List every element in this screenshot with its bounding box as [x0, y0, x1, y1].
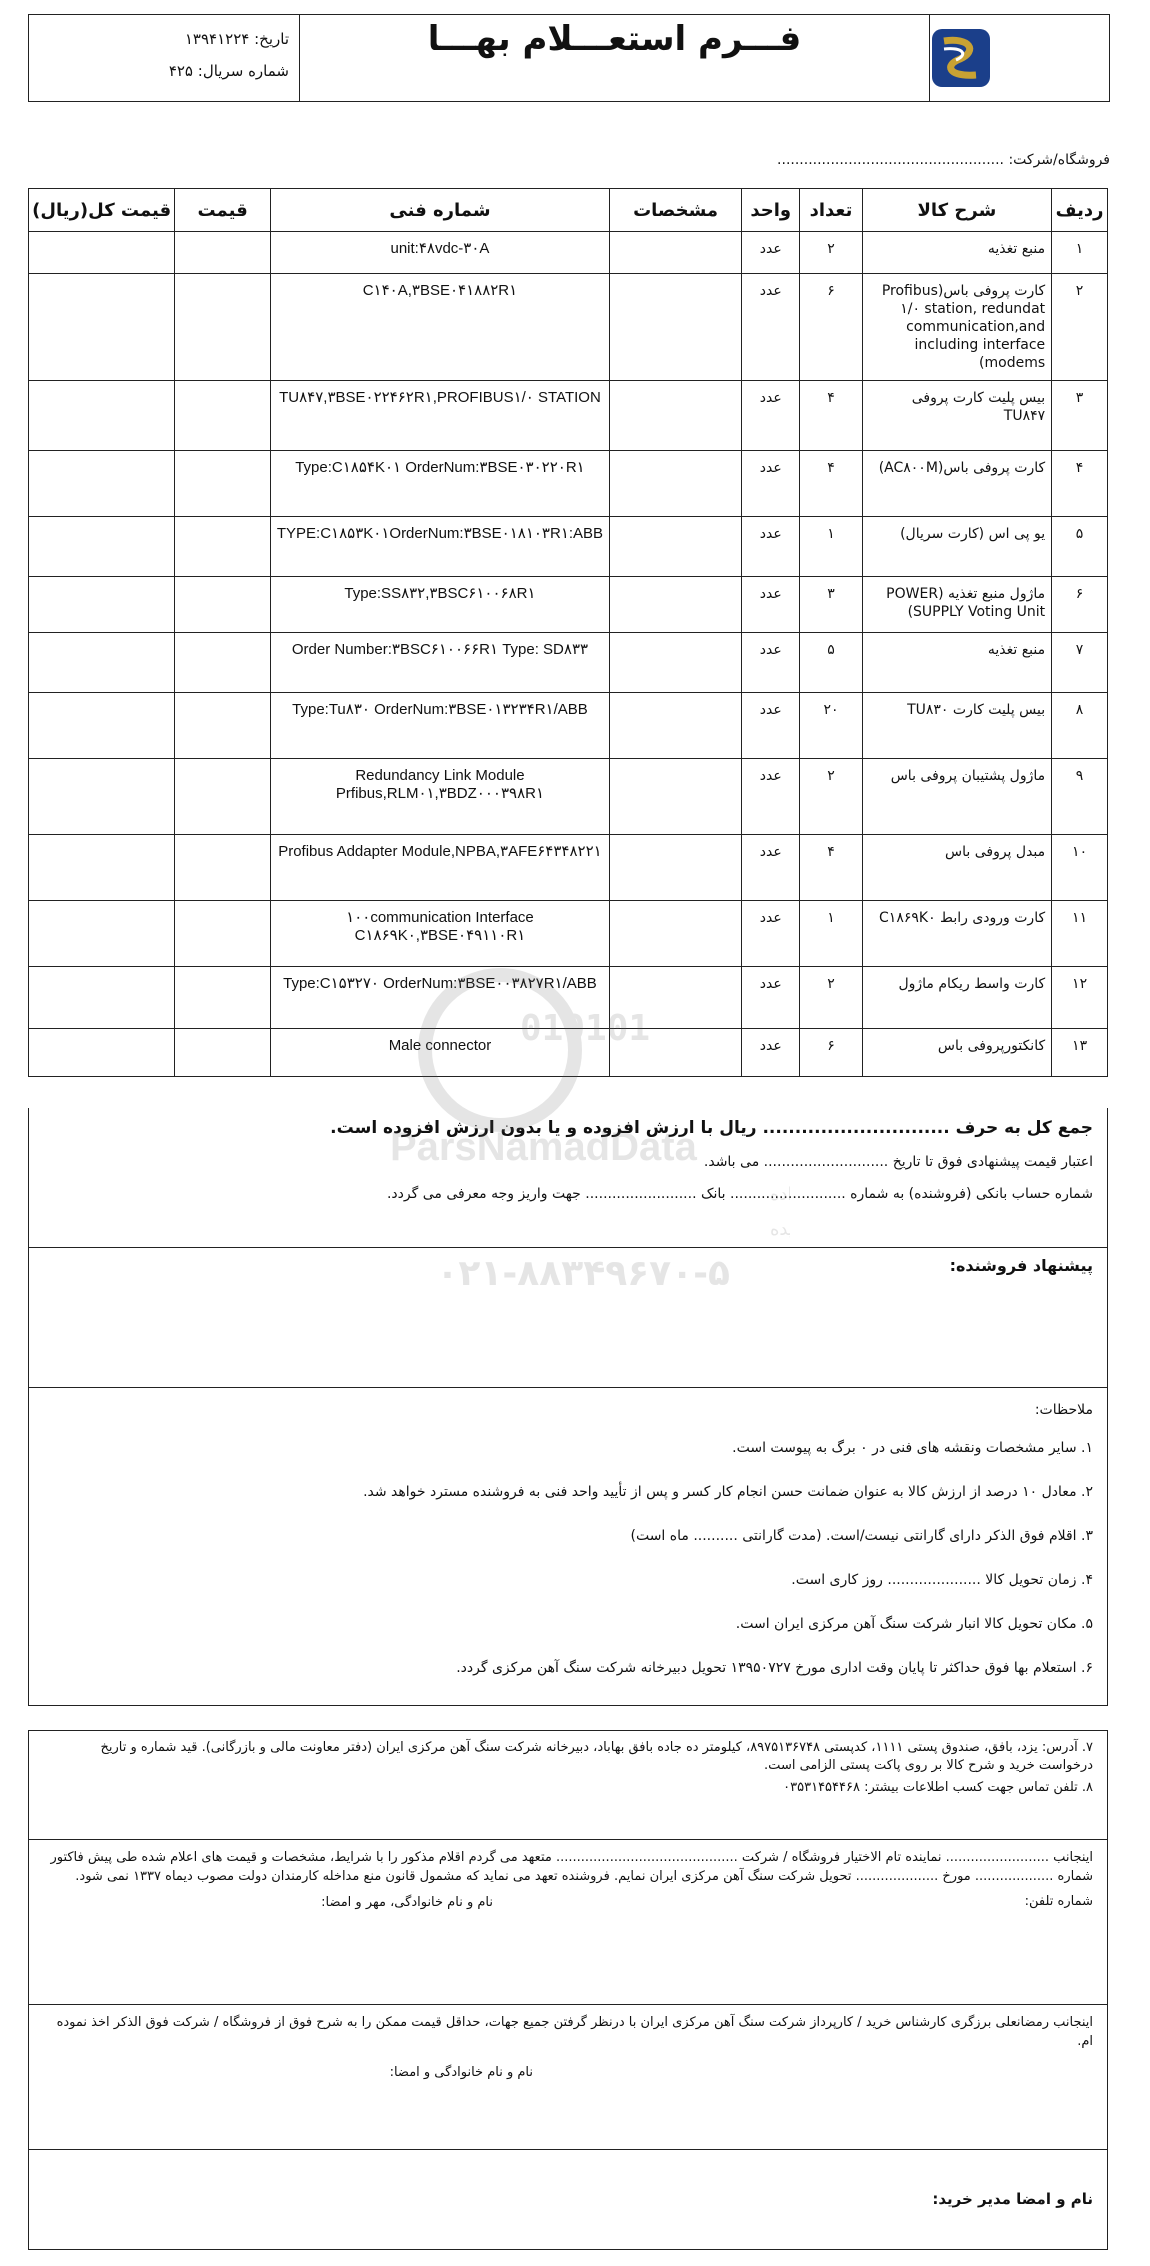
price-cell	[175, 835, 271, 901]
header-meta	[29, 15, 299, 101]
note-item: ۵. مکان تحویل کالا انبار شرکت سنگ آهن مرکزی ایران است.	[735, 1616, 1093, 1632]
quantity-cell: ۲	[800, 232, 862, 274]
address-section	[28, 1730, 1108, 1840]
seller-offer-label: پیشنهاد فروشنده:	[949, 1256, 1093, 1275]
item-description-cell: ماژول پشتیبان پروفی باس	[862, 759, 1051, 835]
col-header-tech: شماره فنی	[270, 189, 609, 232]
row-number-cell: ۸	[1052, 693, 1108, 759]
total-price-cell	[29, 901, 175, 967]
total-price-cell	[29, 232, 175, 274]
note-item: ۴. زمان تحویل کالا ..................... روز کاری است.	[791, 1572, 1093, 1588]
total-price-cell	[29, 835, 175, 901]
unit-cell: عدد	[742, 232, 800, 274]
table-row	[29, 577, 1108, 633]
tech-number-cell: unit:۴۸vdc-۳۰A	[270, 232, 609, 274]
table-row	[29, 274, 1108, 381]
total-price-cell	[29, 517, 175, 577]
spec-cell	[610, 901, 742, 967]
note-item: ۱. سایر مشخصات ونقشه های فنی در ۰ برگ به پیوست است.	[732, 1440, 1093, 1456]
item-description-cell: کارت واسط ریکام ماژول	[862, 967, 1051, 1029]
item-description-cell: یو پی اس (کارت سریال)	[862, 517, 1051, 577]
table-header-row	[29, 189, 1108, 232]
item-description-cell: بیس پلیت کارت TU۸۳۰	[862, 693, 1051, 759]
row-number-cell: ۱۱	[1052, 901, 1108, 967]
total-price-cell	[29, 381, 175, 451]
row-number-cell: ۱۲	[1052, 967, 1108, 1029]
seller-offer-section	[28, 1248, 1108, 1388]
quantity-cell: ۳	[800, 577, 862, 633]
sum-in-words: جمع کل به حرف ............................. ریال با ارزش افزوده و یا بدون ارزش افزوده است.	[330, 1118, 1093, 1138]
unit-cell: عدد	[742, 274, 800, 381]
tech-number-cell: Type:C۱۸۵۴K۰۱ OrderNum:۳BSE۰۳۰۲۲۰R۱	[270, 451, 609, 517]
serial-label: شماره سریال:	[197, 62, 289, 80]
note-item: ۳. اقلام فوق الذکر دارای گارانتی نیست/است. (مدت گارانتی .......... ماه است)	[630, 1528, 1093, 1544]
commitment-text: اینجانب ......................... نماینده تام الاختیار فروشگاه / شرکت ............................................ متعهد می گردم اقلام مذکور را با شرایط، مشخصات و قیمت های اعلام شده طی پیش فاکتور شماره ................... مورخ .................... تحویل شرکت سنگ آهن مرکزی ایران نمایم. فروشنده تعهد می نماید که مشمول قانون منع مداخله کارمندان دولت مصوب دیماه ۱۳۳۷ نمی شود.	[50, 1850, 1093, 1884]
table-row	[29, 1029, 1108, 1077]
tech-number-cell: Profibus Addapter Module,NPBA,۳AFE۶۴۳۴۸۲۲۱	[270, 835, 609, 901]
col-header-qty: تعداد	[800, 189, 862, 232]
serial-value: ۴۲۵	[168, 62, 193, 80]
address-line: ۷. آدرس: یزد، بافق، صندوق پستی ۱۱۱۱، کدپستی ۸۹۷۵۱۳۶۷۴۸، کیلومتر ده جاده بافق بهاباد، دبیرخانه شرکت سنگ آهن مرکزی ایران (دفتر معاونت مالی و بازرگانی). قید شماره و تاریخ درخواست خرید و شرح کالا بر روی پاکت پستی الزامی است.	[100, 1740, 1093, 1773]
row-number-cell: ۶	[1052, 577, 1108, 633]
expert-section	[28, 2005, 1108, 2150]
price-cell	[175, 1029, 271, 1077]
quantity-cell: ۲	[800, 759, 862, 835]
price-cell	[175, 759, 271, 835]
quantity-cell: ۱	[800, 901, 862, 967]
quantity-cell: ۲۰	[800, 693, 862, 759]
tech-number-cell: Type:SS۸۳۲,۳BSC۶۱۰۰۶۸R۱	[270, 577, 609, 633]
unit-cell: عدد	[742, 901, 800, 967]
item-description-cell: بیس پلیت کارت پروفی TU۸۴۷	[862, 381, 1051, 451]
total-price-cell	[29, 967, 175, 1029]
manager-section	[28, 2150, 1108, 2250]
item-description-cell: ماژول منبع تغذیه (POWER SUPPLY Voting Unit)	[862, 577, 1051, 633]
spec-cell	[610, 577, 742, 633]
logo-cell	[929, 15, 1109, 101]
price-cell	[175, 381, 271, 451]
price-cell	[175, 517, 271, 577]
spec-cell	[610, 1029, 742, 1077]
notes-section	[28, 1388, 1108, 1706]
row-number-cell: ۴	[1052, 451, 1108, 517]
col-header-total: قیمت کل(ریال)	[29, 189, 175, 232]
price-cell	[175, 232, 271, 274]
table-row	[29, 693, 1108, 759]
col-header-unit: واحد	[742, 189, 800, 232]
unit-cell: عدد	[742, 759, 800, 835]
manager-signature-label: نام و امضا مدیر خرید:	[932, 2190, 1093, 2208]
unit-cell: عدد	[742, 577, 800, 633]
quantity-cell: ۲	[800, 967, 862, 1029]
unit-cell: عدد	[742, 381, 800, 451]
table-row	[29, 232, 1108, 274]
spec-cell	[610, 967, 742, 1029]
spec-cell	[610, 633, 742, 693]
total-price-cell	[29, 693, 175, 759]
unit-cell: عدد	[742, 967, 800, 1029]
item-description-cell: کارت پروفی باس(Profibus ۱/۰ station, redundat communication,and including interface modems)	[862, 274, 1051, 381]
items-table	[28, 188, 1108, 1077]
row-number-cell: ۹	[1052, 759, 1108, 835]
table-row	[29, 517, 1108, 577]
company-logo-icon	[930, 27, 992, 89]
row-number-cell: ۷	[1052, 633, 1108, 693]
watermark-line2: ده	[770, 1219, 789, 1240]
price-cell	[175, 451, 271, 517]
row-number-cell: ۱۳	[1052, 1029, 1108, 1077]
commitment-section	[28, 1840, 1108, 2005]
watermark-line1: اده	[770, 1184, 790, 1205]
tech-number-cell: ۱۰۰communication Interface C۱۸۶۹K۰,۳BSE۰۴۹۱۱۰R۱	[270, 901, 609, 967]
quantity-cell: ۱	[800, 517, 862, 577]
quantity-cell: ۴	[800, 381, 862, 451]
spec-cell	[610, 451, 742, 517]
item-description-cell: منبع تغذیه	[862, 232, 1051, 274]
notes-title: ملاحظات:	[1034, 1402, 1093, 1418]
tech-number-cell: Redundancy Link Module Prfibus,RLM۰۱,۳BDZ۰۰۰۳۹۸R۱	[270, 759, 609, 835]
watermark-binary: 010101	[520, 1008, 651, 1049]
seller-signature-label: نام و نام خانوادگی، مهر و امضا:	[321, 1895, 493, 1910]
price-cell	[175, 274, 271, 381]
unit-cell: عدد	[742, 693, 800, 759]
shop-company-field: فروشگاه/شرکت: ...................................................	[777, 152, 1110, 168]
price-cell	[175, 967, 271, 1029]
price-cell	[175, 633, 271, 693]
total-price-cell	[29, 577, 175, 633]
tech-number-cell: Order Number:۳BSC۶۱۰۰۶۶R۱ Type: SD۸۳۳	[270, 633, 609, 693]
form-title: فـــرم استعـــلام بهـــا	[299, 15, 929, 101]
form-header	[28, 14, 1110, 102]
unit-cell: عدد	[742, 1029, 800, 1077]
price-cell	[175, 901, 271, 967]
tech-number-cell: TYPE:C۱۸۵۳K۰۱OrderNum:۳BSE۰۱۸۱۰۳R۱:ABB	[270, 517, 609, 577]
table-row	[29, 633, 1108, 693]
tech-number-cell: Type:Tu۸۳۰ OrderNum:۳BSE۰۱۳۲۳۴R۱/ABB	[270, 693, 609, 759]
total-price-cell	[29, 633, 175, 693]
col-header-desc: شرح کالا	[862, 189, 1051, 232]
tech-number-cell: TU۸۴۷,۳BSE۰۲۲۴۶۲R۱,PROFIBUS۱/۰ STATION	[270, 381, 609, 451]
item-description-cell: کارت ورودی رابط C۱۸۶۹K۰	[862, 901, 1051, 967]
note-item: ۶. استعلام بها فوق حداکثر تا پایان وقت اداری مورخ ۱۳۹۵۰۷۲۷ تحویل دبیرخانه شرکت سنگ آهن مرکزی گردد.	[456, 1660, 1093, 1676]
spec-cell	[610, 835, 742, 901]
expert-text: اینجانب رمضانعلی برزگری کارشناس خرید / کارپرداز شرکت سنگ آهن مرکزی ایران با درنظر گرفتن جمیع جهات، حداقل قیمت ممکن را به شرح فوق از فروشگاه / شرکت فوق الذکر اخذ نموده ام.	[56, 2015, 1093, 2049]
row-number-cell: ۲	[1052, 274, 1108, 381]
spec-cell	[610, 759, 742, 835]
tech-number-cell: Type:C۱۵۳۲۷۰ OrderNum:۳BSE۰۰۳۸۲۷R۱/ABB	[270, 967, 609, 1029]
row-number-cell: ۳	[1052, 381, 1108, 451]
total-price-cell	[29, 759, 175, 835]
price-validity: اعتبار قیمت پیشنهادی فوق تا تاریخ ............................ می باشد.	[703, 1154, 1093, 1170]
item-description-cell: مبدل پروفی باس	[862, 835, 1051, 901]
item-description-cell: منبع تغذیه	[862, 633, 1051, 693]
date-value: ۱۳۹۴۱۲۲۴	[184, 30, 250, 48]
unit-cell: عدد	[742, 633, 800, 693]
price-cell	[175, 577, 271, 633]
quantity-cell: ۶	[800, 274, 862, 381]
unit-cell: عدد	[742, 517, 800, 577]
item-description-cell: کانکتورپروفی باس	[862, 1029, 1051, 1077]
quantity-cell: ۴	[800, 835, 862, 901]
totals-section	[28, 1108, 1108, 1248]
tech-number-cell: Male connector	[270, 1029, 609, 1077]
tech-number-cell: C۱۴۰A,۳BSE۰۴۱۸۸۲R۱	[270, 274, 609, 381]
table-row	[29, 381, 1108, 451]
row-number-cell: ۱۰	[1052, 835, 1108, 901]
date-label: تاریخ:	[254, 30, 289, 48]
row-number-cell: ۵	[1052, 517, 1108, 577]
bank-account: شماره حساب بانکی (فروشنده) به شماره .......................... بانک ......................... جهت واریز وجه معرفی می گردد.	[386, 1186, 1093, 1202]
total-price-cell	[29, 274, 175, 381]
table-row	[29, 967, 1108, 1029]
item-description-cell: کارت پروفی باس(AC۸۰۰M)	[862, 451, 1051, 517]
phone-label: شماره تلفن:	[1024, 1894, 1093, 1909]
expert-signature-label: نام و نام خانوادگی و امضا:	[389, 2065, 533, 2080]
total-price-cell	[29, 1029, 175, 1077]
table-row	[29, 835, 1108, 901]
quantity-cell: ۴	[800, 451, 862, 517]
spec-cell	[610, 517, 742, 577]
spec-cell	[610, 381, 742, 451]
quantity-cell: ۶	[800, 1029, 862, 1077]
spec-cell	[610, 232, 742, 274]
note-item: ۲. معادل ۱۰ درصد از ارزش کالا به عنوان ضمانت حسن انجام کار کسر و پس از تأیید واحد فنی به فروشنده مسترد خواهد شد.	[363, 1484, 1093, 1500]
col-header-row-no: ردیف	[1052, 189, 1108, 232]
spec-cell	[610, 274, 742, 381]
col-header-price: قیمت	[175, 189, 271, 232]
watermark-brand: ParsNamadData	[390, 1125, 697, 1169]
quantity-cell: ۵	[800, 633, 862, 693]
table-row	[29, 901, 1108, 967]
total-price-cell	[29, 451, 175, 517]
price-cell	[175, 693, 271, 759]
contact-phone-line: ۸. تلفن تماس جهت کسب اطلاعات بیشتر: ۰۳۵۳۱۴۵۴۴۶۸	[783, 1780, 1093, 1795]
col-header-spec: مشخصات	[610, 189, 742, 232]
row-number-cell: ۱	[1052, 232, 1108, 274]
spec-cell	[610, 693, 742, 759]
table-row	[29, 451, 1108, 517]
table-row	[29, 759, 1108, 835]
unit-cell: عدد	[742, 451, 800, 517]
watermark-phone: ۰۲۱-۸۸۳۴۹۶۷۰-۵	[436, 1253, 730, 1294]
unit-cell: عدد	[742, 835, 800, 901]
